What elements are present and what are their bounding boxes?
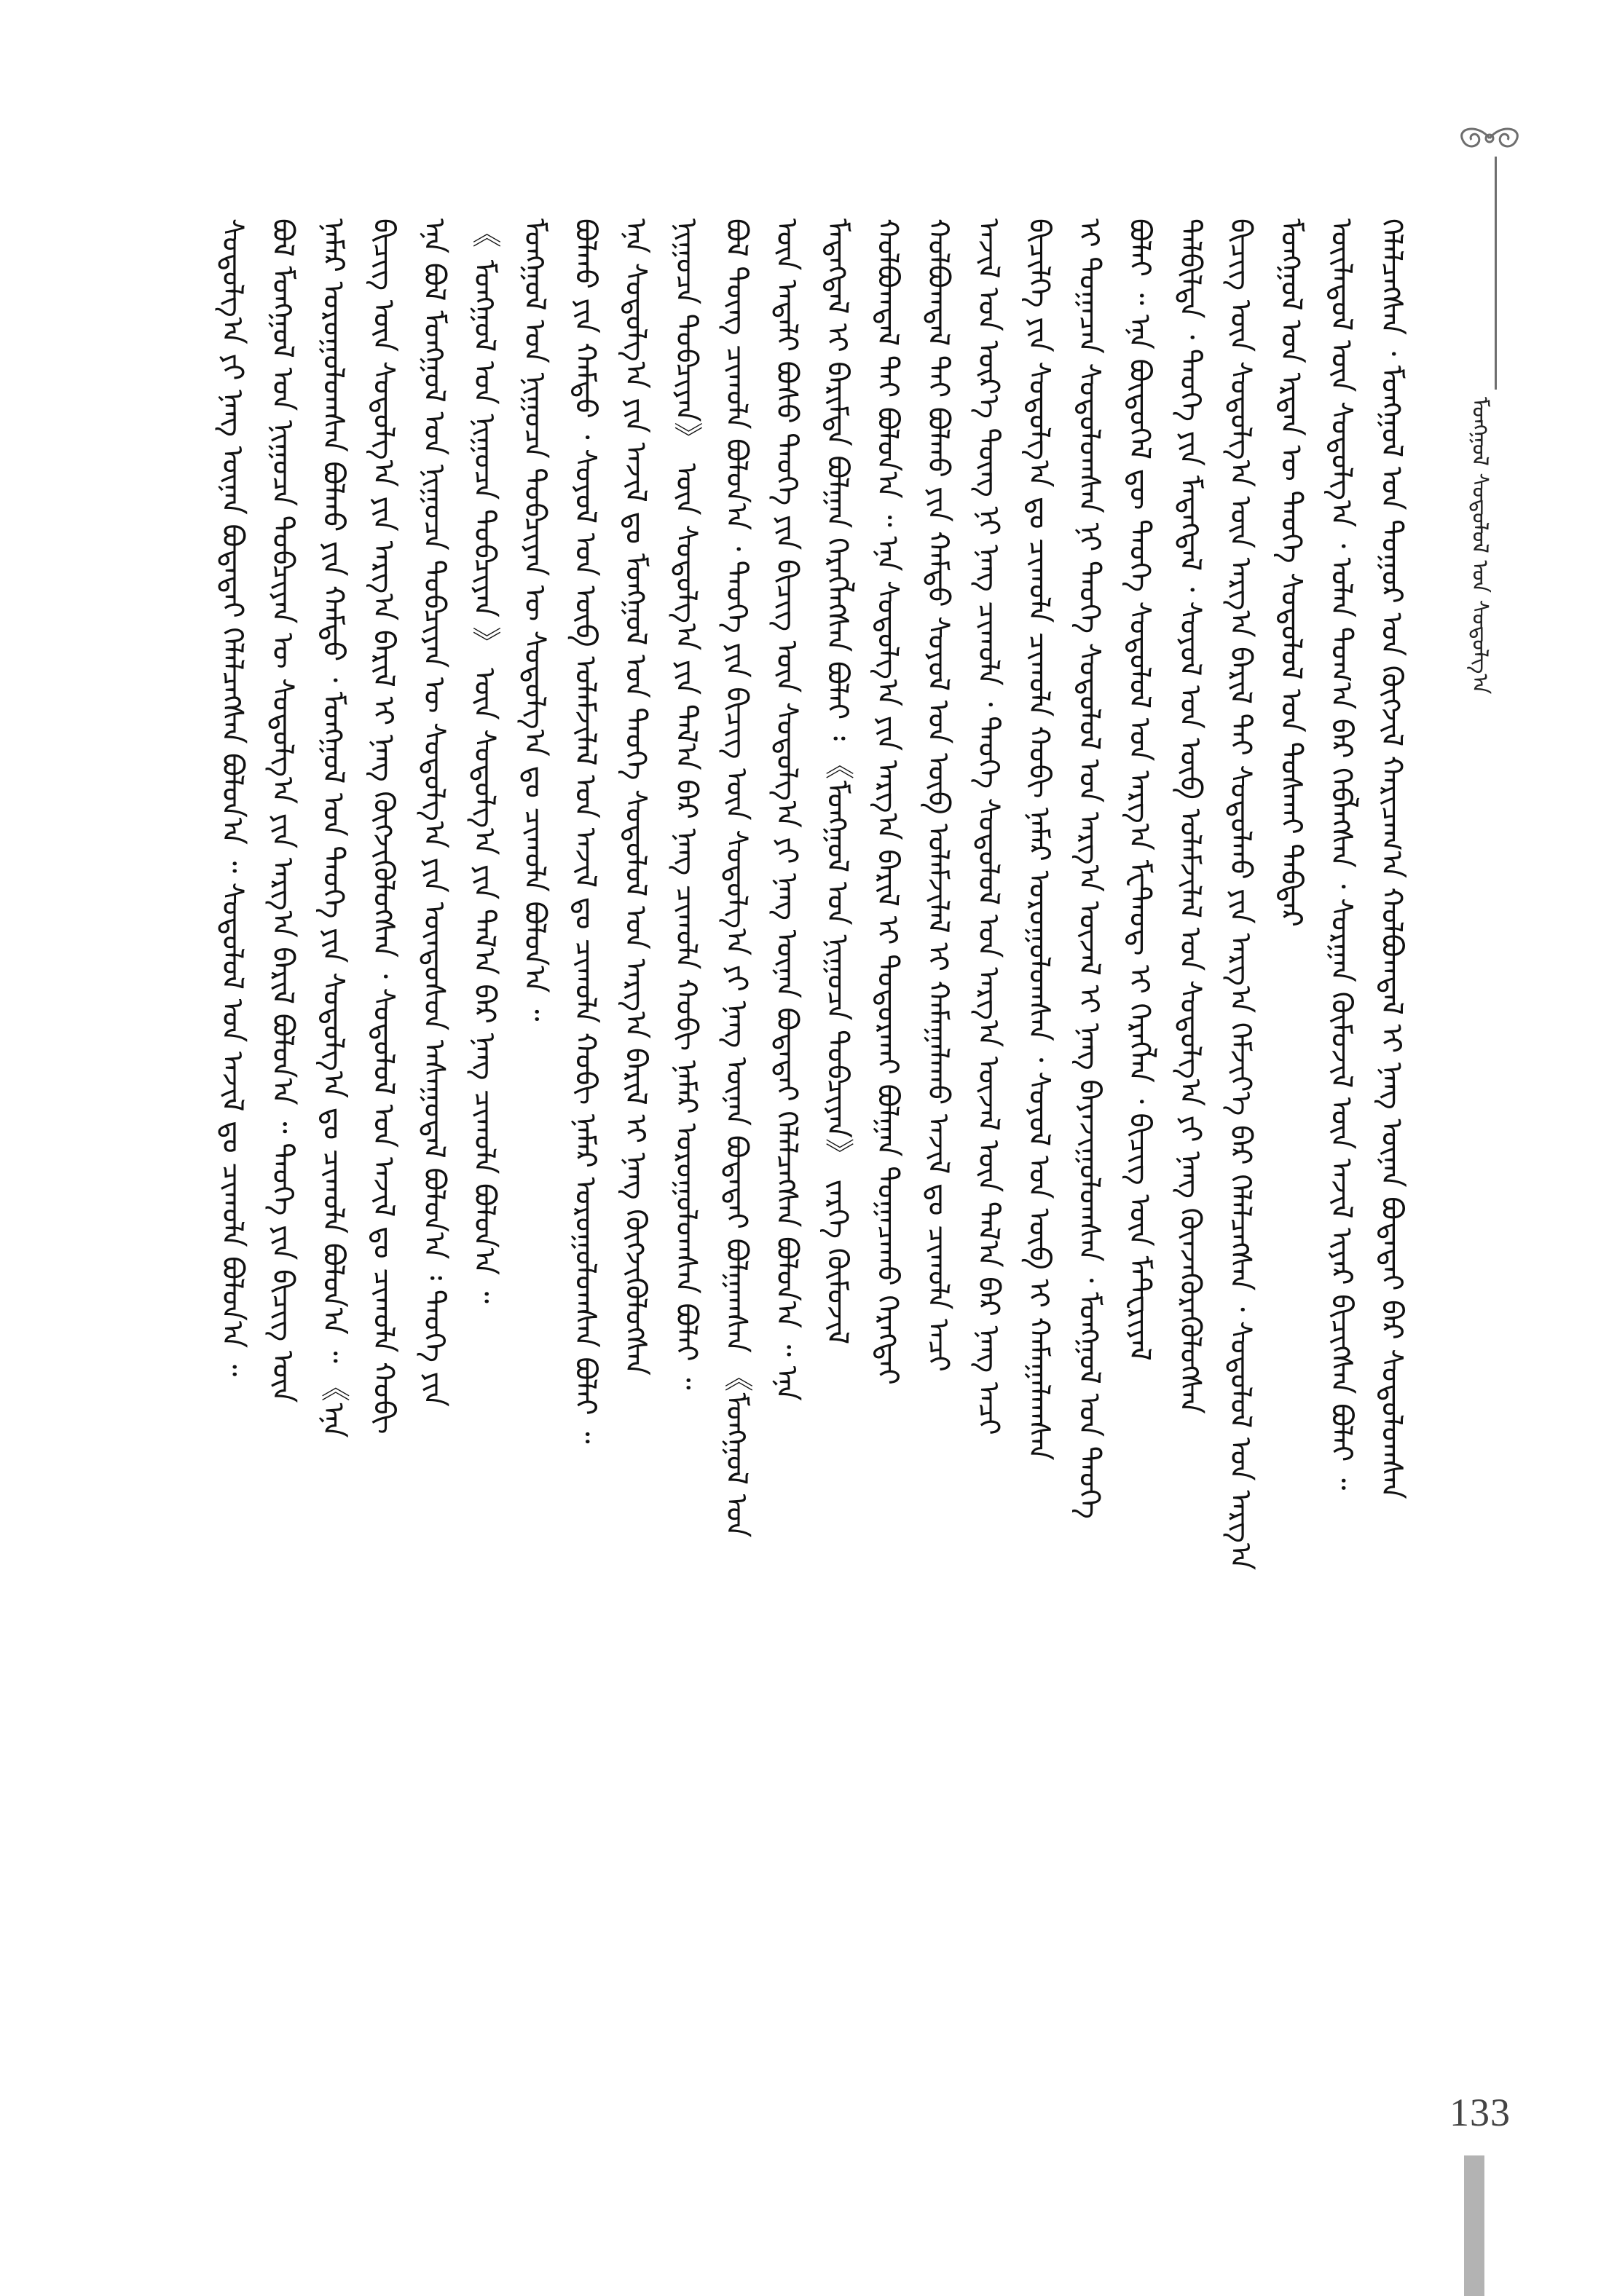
text-column: ᠡᠨᠡ ᠰᠤᠳᠤᠯᠭ᠎ᠠ ᠶᠢᠨ ᠠᠵᠢᠯ ᠳᠤ ᠮᠣᠩᠭᠣᠯ ᠤᠨ ᠲᠡᠦᠬᠡ ᠰᠤᠳᠤᠯᠤᠯ ᠤᠨ ᠠᠷᠭ᠎ᠠ ᠪᠠᠷᠢᠯ ᠢ ᠨᠡᠩ ᠬᠥᠭᠵᠢᠭᠦᠯᠦᠭᠰᠡᠨ bbox=[618, 218, 653, 1376]
text-column: ᠪᠣᠯᠬᠤ ᠶᠢᠨ ᠬᠠᠮᠲᠤ ᠂ ᠰᠣᠶᠣᠯ ᠤᠨ ᠥᠪ ᠤᠯᠠᠮᠵᠢᠯᠠᠯ ᠤᠨ ᠠᠵᠢᠯ ᠳᠤ ᠴᠢᠬᠤᠯᠠ ᠬᠤᠪᠢ ᠨᠡᠮᠡᠷ ᠣᠷᠣᠭᠤᠯᠤᠭᠰᠠᠨ ᠪᠣᠯᠠᠢ ᠃ bbox=[568, 218, 602, 1444]
text-column: ᠰᠤᠳᠤᠯᠭ᠎ᠠ ᠶᠢ ᠨᠡᠩ ᠦᠨᠡᠨ ᠪᠣᠳᠠᠲᠠᠢ ᠬᠡᠯᠡᠯᠴᠡᠭᠰᠡᠨ ᠪᠣᠯᠤᠨ᠎ᠠ ᠃ ᠰᠤᠳᠤᠯᠤᠯ ᠤᠨ ᠠᠵᠢᠯ ᠳᠤ ᠴᠢᠬᠤᠯᠠ ᠪᠣᠯᠤᠨ᠎ᠠ ᠃ bbox=[216, 218, 249, 1377]
text-column: ᠦᠨ ᠠᠳᠠᠯᠢ ᠪᠤᠰᠤ ᠲᠡᠦᠬᠡ ᠶᠢᠨ ᠪᠢᠴᠢᠭ ᠦᠨ ᠰᠤᠳᠤᠯᠭ᠎ᠠ ᠶᠢ ᠨᠡᠩ ᠦᠨᠡᠨ ᠪᠣᠳᠠᠲᠠᠢ ᠬᠡᠯᠡᠯᠴᠡᠭᠰᠡᠨ ᠪᠣᠯᠤᠨ᠎ᠠ ᠃ ᠡᠨᠡ bbox=[770, 218, 804, 1401]
text-column: ᠪᠣᠯ ᠳᠦᠩ ᠴᠢᠬᠤᠯᠠ ᠪᠣᠯᠤᠨ᠎ᠠ ᠂ ᠲᠡᠦᠬᠡ ᠶᠢᠨ ᠪᠢᠴᠢᠭ ᠦᠨ ᠰᠤᠳᠤᠯᠭ᠎ᠠ ᠶᠢ ᠨᠡᠩ ᠦᠨᠡᠨ ᠪᠣᠳᠠᠲᠠᠢ ᠪᠣᠯᠭᠠᠭᠰᠠᠨ 《ᠮᠣᠩᠭᠣᠯ ᠤᠨ bbox=[720, 218, 754, 1538]
text-column: ᠪᠣᠯ ᠮᠣᠩᠭᠣᠯ ᠤᠨ ᠨᠢᠭᠤᠴᠠ ᠲᠣᠪᠴᠢᠶᠠᠨ ᠦ ᠰᠤᠳᠤᠯᠭ᠎ᠠ ᠶᠢᠨ ᠠᠷᠭ᠎ᠠ ᠪᠠᠷᠢᠯ ᠪᠣᠯᠤᠨ᠎ᠠ ᠃ ᠲᠡᠦᠬᠡ ᠶᠢᠨ ᠪᠢᠴᠢᠭ ᠦᠨ bbox=[266, 218, 300, 1403]
text-column: ᠪᠣᠯᠠᠢ ᠃ ᠡᠨᠡ ᠪᠦᠲᠦᠭᠡᠯ ᠳᠦ ᠲᠡᠦᠬᠡ ᠰᠤᠳᠤᠯᠤᠯ ᠤᠨ ᠠᠷᠭ᠎ᠠ ᠮᠸᠲ᠋ᠣ᠋ᠳ᠋ ᠢ ᠬᠡᠷᠡᠭᠯᠡᠨ ᠂ ᠪᠢᠴᠢᠭ ᠦᠨ ᠮᠠᠲ᠋ᠧᠷᠢᠶᠠᠯ bbox=[1122, 218, 1157, 1361]
thumb-tab bbox=[1464, 2155, 1484, 2296]
header-rule bbox=[1495, 157, 1497, 390]
text-column: ᠮᠣᠩᠭᠣᠯ ᠤᠨ ᠡᠷᠲᠡᠨ ᠦ ᠲᠡᠦᠬᠡ ᠰᠤᠳᠤᠯᠤᠯ ᠤᠨ ᠲᠤᠰᠬᠠᠢ ᠳᠡᠪᠲᠡᠷ bbox=[1274, 218, 1308, 927]
text-column: ᠪᠢᠴᠢᠭ ᠦᠨ ᠰᠤᠳᠤᠯᠭ᠎ᠠ ᠶᠢᠨ ᠠᠷᠭ᠎ᠠ ᠪᠠᠷᠢᠯ ᠢ ᠨᠡᠩ ᠬᠥᠭᠵᠢᠭᠦᠯᠦᠭᠰᠡᠨ ᠂ ᠰᠤᠳᠤᠯᠤᠯ ᠤᠨ ᠠᠵᠢᠯ ᠳᠤ ᠴᠢᠬᠤᠯᠠ ᠬᠤᠪᠢ bbox=[366, 218, 401, 1435]
text-column: ᠬᠡᠯᠡᠯᠴᠡᠭᠰᠡᠨ ᠂ ᠮᠣᠩᠭᠣᠯ ᠤᠨ ᠳᠤᠭᠤᠷ ᠤᠨ ᠬᠥᠭᠵᠢᠯ ᠬᠠᠷᠢᠴᠠᠭ᠎ᠠ ᠬᠣᠯᠪᠣᠭᠳᠠᠯ ᠢ ᠨᠡᠩ ᠦᠨᠡᠨ ᠪᠣᠳᠠᠲᠠᠢ ᠪᠠᠷ ᠰᠤᠳᠤᠯᠤᠭᠰᠠᠨ bbox=[1374, 218, 1409, 1499]
body-text bbox=[211, 218, 1413, 2003]
header-ornament-icon bbox=[1449, 117, 1530, 160]
text-column: 《 ᠮᠣᠩᠭᠣᠯ ᠤᠨ ᠨᠢᠭᠤᠴᠠ ᠲᠣᠪᠴᠢᠶᠠᠨ 》 ᠦᠨ ᠰᠤᠳᠤᠯᠭ᠎ᠠ ᠶᠢᠨ ᠲᠠᠯ᠎ᠠ ᠪᠠᠷ ᠨᠡᠩ ᠴᠢᠬᠤᠯᠠ ᠪᠣᠯᠤᠨ᠎ᠠ ᠃ bbox=[468, 218, 502, 1303]
text-column: ᠨᠢᠭᠤᠴᠠ ᠲᠣᠪᠴᠢᠶᠠᠨ》 ᠦᠨ ᠰᠤᠳᠤᠯᠭ᠎ᠠ ᠶᠢᠨ ᠲᠠᠯ᠎ᠠ ᠪᠠᠷ ᠨᠡᠩ ᠴᠢᠬᠤᠯᠠ ᠬᠤᠪᠢ ᠨᠡᠮᠡᠷ ᠣᠷᠣᠭᠤᠯᠤᠭᠰᠠᠨ ᠪᠣᠯᠠᠢ ᠃ bbox=[669, 218, 703, 1390]
page-number: 133 bbox=[1449, 2091, 1511, 2134]
text-column: ᠬᠣᠯᠪᠣᠭᠳᠠᠯ ᠲᠠᠢ ᠪᠣᠯᠬᠤ ᠶᠢᠨ ᠬᠠᠮᠲᠤ ᠰᠣᠶᠣᠯ ᠤᠨ ᠥᠪ ᠤᠯᠠᠮᠵᠢᠯᠠᠯ ᠢ ᠬᠠᠮᠠᠭᠠᠯᠠᠬᠤ ᠠᠵᠢᠯ ᠳᠤ ᠴᠢᠬᠤᠯᠠ ᠠᠴᠢ bbox=[921, 218, 955, 1372]
text-column: ᠮᠣᠩᠭᠣᠯ ᠤᠨ ᠨᠢᠭᠤᠴᠠ ᠲᠣᠪᠴᠢᠶᠠᠨ ᠦ ᠰᠤᠳᠤᠯᠭ᠎ᠠ ᠳᠤ ᠴᠢᠬᠤᠯᠠ ᠪᠣᠯᠤᠨ᠎ᠠ ᠃ bbox=[518, 218, 552, 1022]
text-column: ᠬᠣᠯᠪᠣᠭᠳᠠᠯ ᠲᠠᠢ ᠪᠣᠯᠤᠨ᠎ᠠ ᠃ ᠡᠨᠡ ᠰᠤᠳᠤᠯᠭ᠎ᠠ ᠶᠢᠨ ᠠᠷᠭ᠎ᠠ ᠪᠠᠷᠢᠯ ᠢ ᠲᠣᠳᠤᠷᠬᠠᠢ ᠪᠣᠯᠭᠠᠨ ᠲᠣᠭᠠᠴᠠᠬᠤ ᠬᠡᠷᠡᠭᠲᠡᠢ bbox=[870, 218, 905, 1385]
text-column: ᠡᠨᠡ ᠪᠣᠯ ᠮᠣᠩᠭᠣᠯ ᠤᠨ ᠨᠢᠭᠤᠴᠠ ᠲᠣᠪᠴᠢᠶᠠᠨ ᠦ ᠰᠤᠳᠤᠯᠭ᠎ᠠ ᠶᠢᠨ ᠦᠨᠳᠦᠰᠦᠨ ᠠᠰᠠᠭᠤᠳᠠᠯ ᠪᠣᠯᠤᠨ᠎ᠠ ᠄ ᠲᠡᠦᠬᠡ ᠶᠢᠨ bbox=[417, 218, 451, 1407]
text-column: ᠦᠢᠯᠡᠳᠦᠯ ᠦᠨ ᠰᠤᠳᠤᠯᠭ᠎ᠠ ᠂ ᠣᠯᠠᠨ ᠲᠣᠭ᠎ᠠ ᠪᠠᠷ ᠬᠡᠪᠯᠡᠭᠰᠡᠨ ᠂ ᠰᠤᠷᠭᠠᠨ ᠬᠦᠮᠦᠵᠢᠯ ᠦᠨ ᠠᠵᠢᠯ ᠢᠶᠠᠷ ᠪᠢᠴᠢᠭᠰᠡᠨ ᠪᠣᠯᠠᠢ ᠃ bbox=[1324, 218, 1358, 1491]
text-column: ᠲᠠᠯᠪᠢᠯᠲᠠ ᠂ ᠲᠡᠦᠬᠡ ᠶᠢᠨ ᠮᠡᠳᠡᠭᠳᠡᠯ ᠂ ᠰᠣᠶᠣᠯ ᠤᠨ ᠥᠪ ᠤᠯᠠᠮᠵᠢᠯᠠᠯ ᠤᠨ ᠰᠤᠳᠤᠯᠭ᠎ᠠ ᠶᠢ ᠨᠡᠩ ᠭᠦᠨᠵᠡᠭᠦᠷᠡᠭᠦᠯᠦᠭᠰᠡᠨ bbox=[1173, 218, 1207, 1414]
text-column: ᠪᠢᠴᠢᠭ ᠦᠨ ᠰᠤᠳᠤᠯᠭ᠎ᠠ ᠦᠨ ᠠᠷᠭ᠎ᠠ ᠪᠠᠷᠢᠯ ᠲᠠᠢ ᠰᠤᠳᠤᠯᠬᠤ ᠶᠢᠨ ᠠᠷᠭ᠎ᠠ ᠬᠡᠮᠵᠢᠶ᠎ᠡ ᠪᠠᠷ ᠬᠡᠯᠡᠯᠴᠡᠭᠰᠡᠨ ᠂ ᠰᠤᠳᠤᠯᠤᠯ ᠤᠨ ᠠᠷᠭ᠎ᠠ bbox=[1224, 218, 1258, 1571]
text-column: ᠨᠡᠮᠡᠷ ᠣᠷᠣᠭᠤᠯᠤᠭᠰᠠᠨ ᠪᠣᠯᠬᠤ ᠶᠢᠨ ᠬᠠᠮᠲᠤ ᠂ ᠮᠣᠩᠭᠣᠯ ᠤᠨ ᠲᠡᠦᠬᠡ ᠶᠢᠨ ᠰᠤᠳᠤᠯᠭ᠎ᠠ ᠳᠤ ᠴᠢᠬᠤᠯᠠ ᠪᠣᠯᠤᠨ᠎ᠠ ᠃ 《ᠡᠨᠡ bbox=[316, 218, 350, 1438]
text-column: ᠮᠡᠳᠡᠭᠳᠡᠯ ᠢ ᠪᠠᠷᠢᠮᠲᠠ ᠪᠣᠯᠭᠠᠨ ᠬᠡᠷᠡᠭᠯᠡᠭᠰᠡᠨ ᠪᠣᠯᠠᠢ ᠄ 《ᠮᠣᠩᠭᠣᠯ ᠤᠨ ᠨᠢᠭᠤᠴᠠ ᠲᠣᠪᠴᠢᠶᠠᠨ》 ᠵᠡᠷᠭᠡ ᠬᠦᠮᠦᠵᠢᠯ bbox=[820, 218, 854, 1345]
text-column: ᠪᠢᠴᠢᠯᠭᠡ ᠶᠢᠨ ᠰᠤᠳᠤᠯᠭ᠎ᠠ ᠳᠤ ᠴᠢᠬᠤᠯᠠ ᠴᠢᠬᠤᠯᠠ ᠬᠤᠪᠢ ᠨᠡᠮᠡᠷ ᠣᠷᠣᠭᠤᠯᠤᠭᠰᠠᠨ ᠂ ᠰᠣᠶᠣᠯ ᠤᠨ ᠥᠪ ᠢ ᠬᠠᠮᠠᠭᠠᠯᠠᠭᠰᠠᠨ bbox=[1022, 218, 1056, 1461]
running-header: ᠮᠣᠩᠭᠣᠯ ᠰᠤᠳᠤᠯᠤᠯ ᠤᠨ ᠰᠤᠳᠤᠯᠭ᠎ᠠ bbox=[1467, 397, 1492, 695]
text-column: ᠢ ᠲᠣᠭᠠᠴᠠᠨ ᠰᠤᠳᠤᠯᠤᠭᠰᠠᠨ ᠨᠢ ᠲᠡᠦᠬᠡ ᠰᠤᠳᠤᠯᠤᠯ ᠤᠨ ᠠᠷᠭ᠎ᠠ ᠦᠵᠡᠯ ᠢ ᠨᠡᠩ ᠪᠠᠶᠠᠵᠢᠭᠤᠯᠤᠭᠰᠠᠨ ᠂ ᠮᠣᠩᠭᠣᠯ ᠤᠨ ᠲᠡᠦᠬᠡ bbox=[1072, 218, 1106, 1519]
text-column: ᠠᠵᠢᠯ ᠤᠨ ᠦᠷ᠎ᠡ ᠳᠦᠩ ᠨᠢ ᠨᠡᠩ ᠴᠢᠬᠤᠯᠠ ᠂ ᠲᠡᠦᠬᠡ ᠰᠤᠳᠤᠯᠤᠯ ᠤᠨ ᠠᠷᠭ᠎ᠠ ᠦᠵᠡᠯ ᠦᠨ ᠲᠠᠯ᠎ᠠ ᠪᠠᠷ ᠨᠡᠩ ᠠᠴᠢ bbox=[972, 218, 1006, 1435]
